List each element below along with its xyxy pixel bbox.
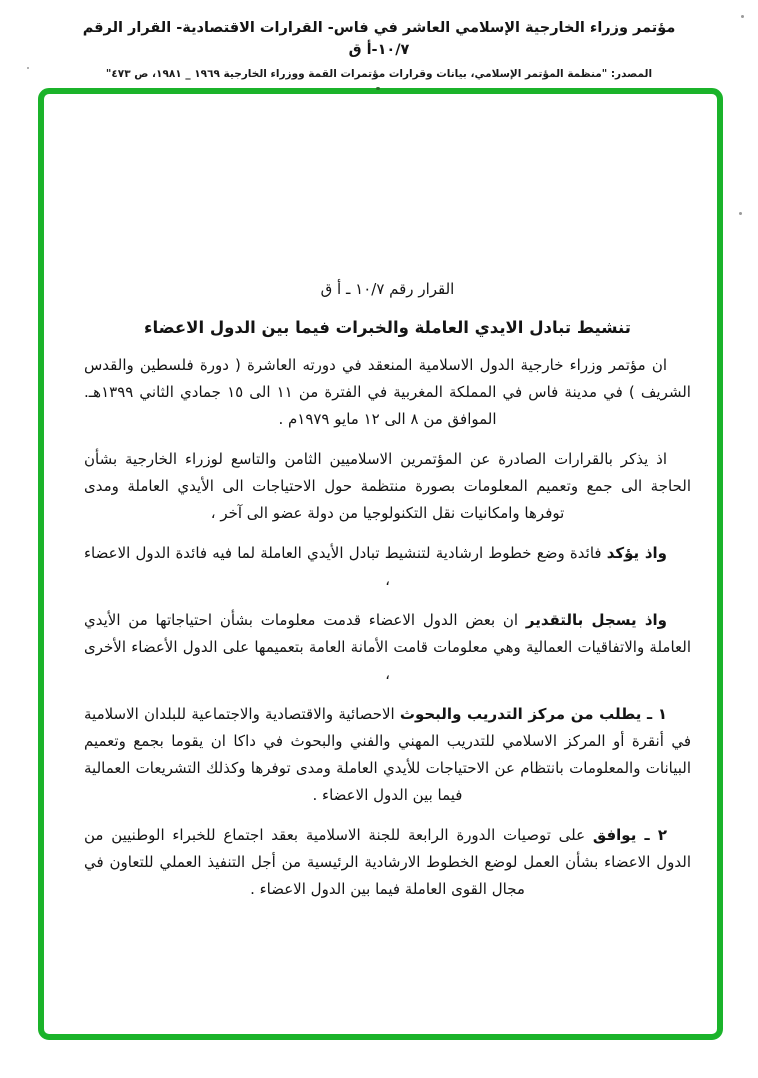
document-content: [44, 94, 717, 903]
header-source-citation: المصدر: "منظمة المؤتمر الإسلامي، بيانات وقرارات مؤتمرات القمة ووزراء الخارجية ١٩٦٩ _ ١٩٨١، ص ٤٧٣": [105, 67, 653, 80]
paragraph-noting: [84, 607, 691, 688]
page-header: [0, 18, 758, 80]
header-conference-title: مؤتمر وزراء الخارجية الإسلامي العاشر في فاس- القرارات الاقتصادية- القرار الرقم ١٠/٧-أ ق: [82, 20, 676, 58]
paragraph-text: ان مؤتمر وزراء خارجية الدول الاسلامية المنعقد في دورته العاشرة ( دورة فلسطين والقدس الشريف ) في مدينة فاس في المملكة المغربية في الفترة من ١١ الى ١٥ جمادي الثاني ١٣٩٩هـ. الموافق من ٨ الى ١٢ مايو ١٩٧٩م .: [84, 356, 691, 429]
paragraph-text: اذ يذكر بالقرارات الصادرة عن المؤتمرين الاسلاميين الثامن والتاسع لوزراء الخارجية بشأن الحاجة الى جمع وتعميم المعلومات بصورة منتظمة حول الاحتياجات الى الأيدي العاملة ومدى توفرها وامكانيات نقل التكنولوجيا من دولة عضو الى آخر ،: [84, 450, 691, 523]
scan-speck: [376, 87, 380, 90]
paragraph-lead: واذ يسجل بالتقدير: [525, 611, 667, 630]
paragraph-text: على توصيات الدورة الرابعة للجنة الاسلامية بعقد اجتماع للخبراء الوطنيين من الدول الاعضاء بشأن العمل لوضع الخطوط الارشادية الرئيسية من أجل التنفيذ العملي للتعاون في مجال القوى العاملة فيما بين الدول الاعضاء .: [84, 826, 691, 899]
paragraph-text: الاحصائية والاقتصادية والاجتماعية للبلدان الاسلامية في أنقرة أو المركز الاسلامي للتدريب المهني والفني والبحوث في داكا ان يقوما بجمع وتعميم البيانات والمعلومات بانتظام عن الاحتياجات للأيدي العاملة ومدى توفرها وكذلك التشريعات العمالية فيما بين الدول الاعضاء .: [84, 705, 691, 805]
paragraph-recalling: [84, 446, 691, 527]
paragraph-preamble: [84, 352, 691, 433]
paragraph-lead: واذ يؤكد: [606, 544, 668, 563]
resolution-number: القرار رقم ١٠/٧ ـ أ ق: [320, 280, 455, 298]
operative-item-1: [84, 701, 691, 809]
paragraph-text: فائدة وضع خطوط ارشادية لتنشيط تبادل الأيدي العاملة لما فيه فائدة الدول الاعضاء ،: [84, 544, 607, 590]
scan-speck: [27, 67, 29, 69]
paragraph-text: ان بعض الدول الاعضاء قدمت معلومات بشأن احتياجاتها من الأيدي العاملة والاتفاقيات العمالية وهي معلومات قامت الأمانة العامة بتعميمها على الدول الأعضاء الأخرى ،: [84, 611, 691, 684]
operative-item-2: [84, 822, 691, 903]
paragraph-lead: ٢ ـ يوافق: [592, 826, 668, 845]
scan-speck: [741, 15, 744, 18]
document-green-frame: [38, 88, 723, 1040]
paragraph-affirming: [84, 540, 691, 594]
paragraph-lead: ١ ـ يطلب من مركز التدريب والبحوث: [399, 705, 667, 724]
document-title: تنشيط تبادل الايدي العاملة والخبرات فيما بين الدول الاعضاء: [144, 317, 631, 337]
scan-speck: [739, 212, 742, 215]
